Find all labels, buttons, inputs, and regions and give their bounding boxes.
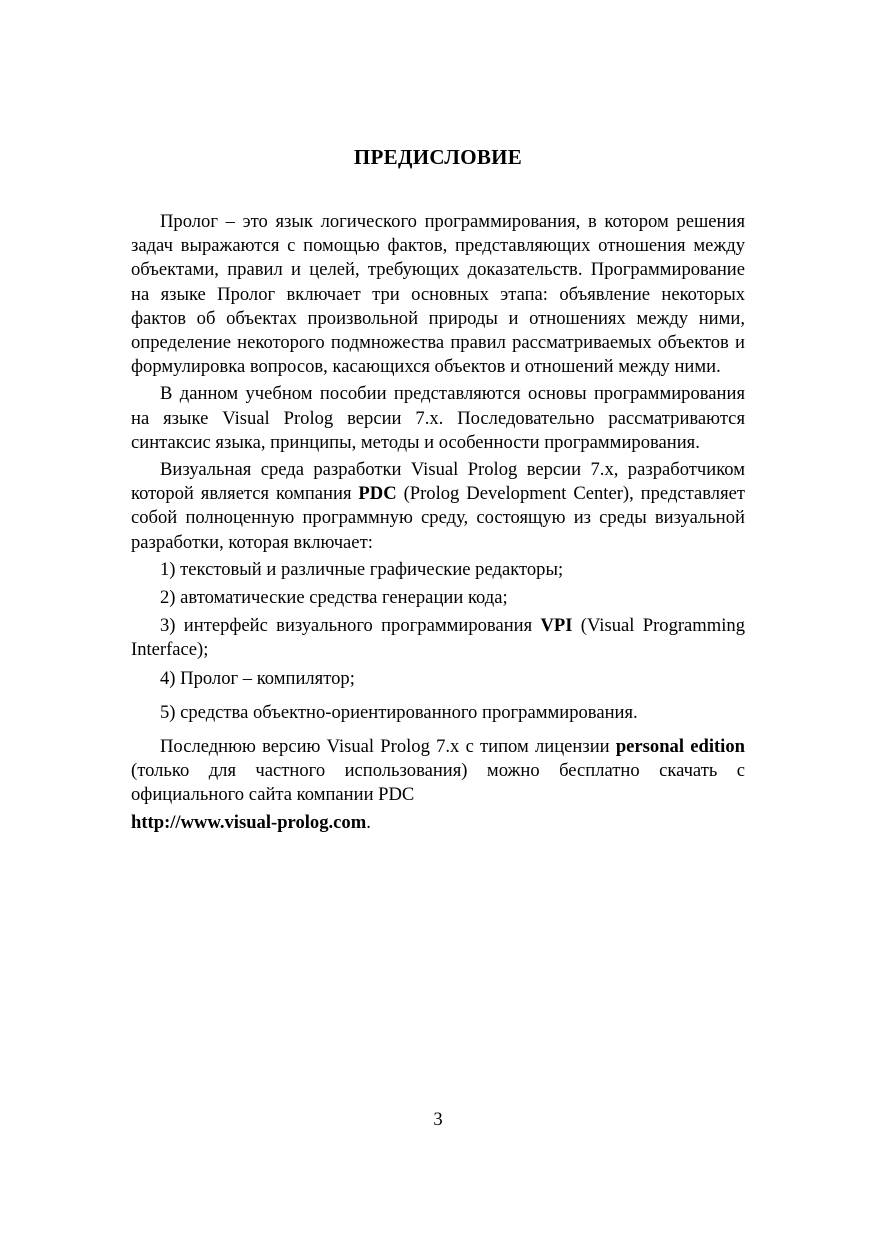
page-body (131, 140, 745, 835)
paragraph-manual: В данном учебном пособии представляются основы программирования на языке Visual Prolog версии 7.x. Последовательно рассматриваются синтаксис языка, принципы, методы и особенности программирования. (131, 383, 745, 453)
website-link[interactable]: http://www.visual-prolog.com (131, 811, 367, 833)
vpi-text-end: (Visual Programming Interface); (131, 615, 745, 661)
pdc-company-name: PDC (358, 483, 397, 505)
list-item-compiler: 4) Пролог – компилятор; (160, 667, 355, 689)
list-item-codegen: 2) автоматические средства генерации кода; (160, 587, 508, 609)
vpi-acronym: VPI (540, 615, 573, 637)
page-number: 3 (433, 1109, 443, 1130)
page-title: ПРЕДИСЛОВИЕ (353, 145, 523, 169)
license-name: personal edition (615, 736, 745, 758)
list-item-vpi (131, 614, 745, 662)
vpi-text-start: 3) интерфейс визуального программирования (160, 615, 541, 637)
paragraph-download (131, 735, 745, 808)
url-period: . (366, 811, 371, 833)
list-item-oop: 5) средства объектно-ориентированного программирования. (160, 701, 638, 723)
download-text-middle: (только для частного использования) можно бесплатно скачать с официального сайта компании PDC (131, 760, 745, 806)
paragraph-environment (131, 458, 745, 555)
download-text-start: Последнюю версию Visual Prolog 7.x с типом лицензии (160, 736, 616, 758)
list-item-editors: 1) текстовый и различные графические редакторы; (160, 558, 564, 580)
environment-text-start: Визуальная среда разработки Visual Prolog версии 7.x, разработчиком которой является компания (131, 459, 745, 505)
environment-text-end: (Prolog Development Center), представляет собой полноценную программную среду, состоящую из среды визуальной разработки, которая включает: (131, 483, 746, 553)
paragraph-intro: Пролог – это язык логического программирования, в котором решения задач выражаются с помощью фактов, представляющих отношения между объектами, правил и целей, требующих доказательств. Программирование на языке Пролог включает три основных этапа: объявление некоторых фактов об объектах произвольной природы и отношениях между ними, определение некоторого подмножества правил рассматриваемых объектов и формулировка вопросов, касающихся объектов и отношений между ними. (131, 211, 745, 378)
download-url-line (131, 811, 745, 835)
